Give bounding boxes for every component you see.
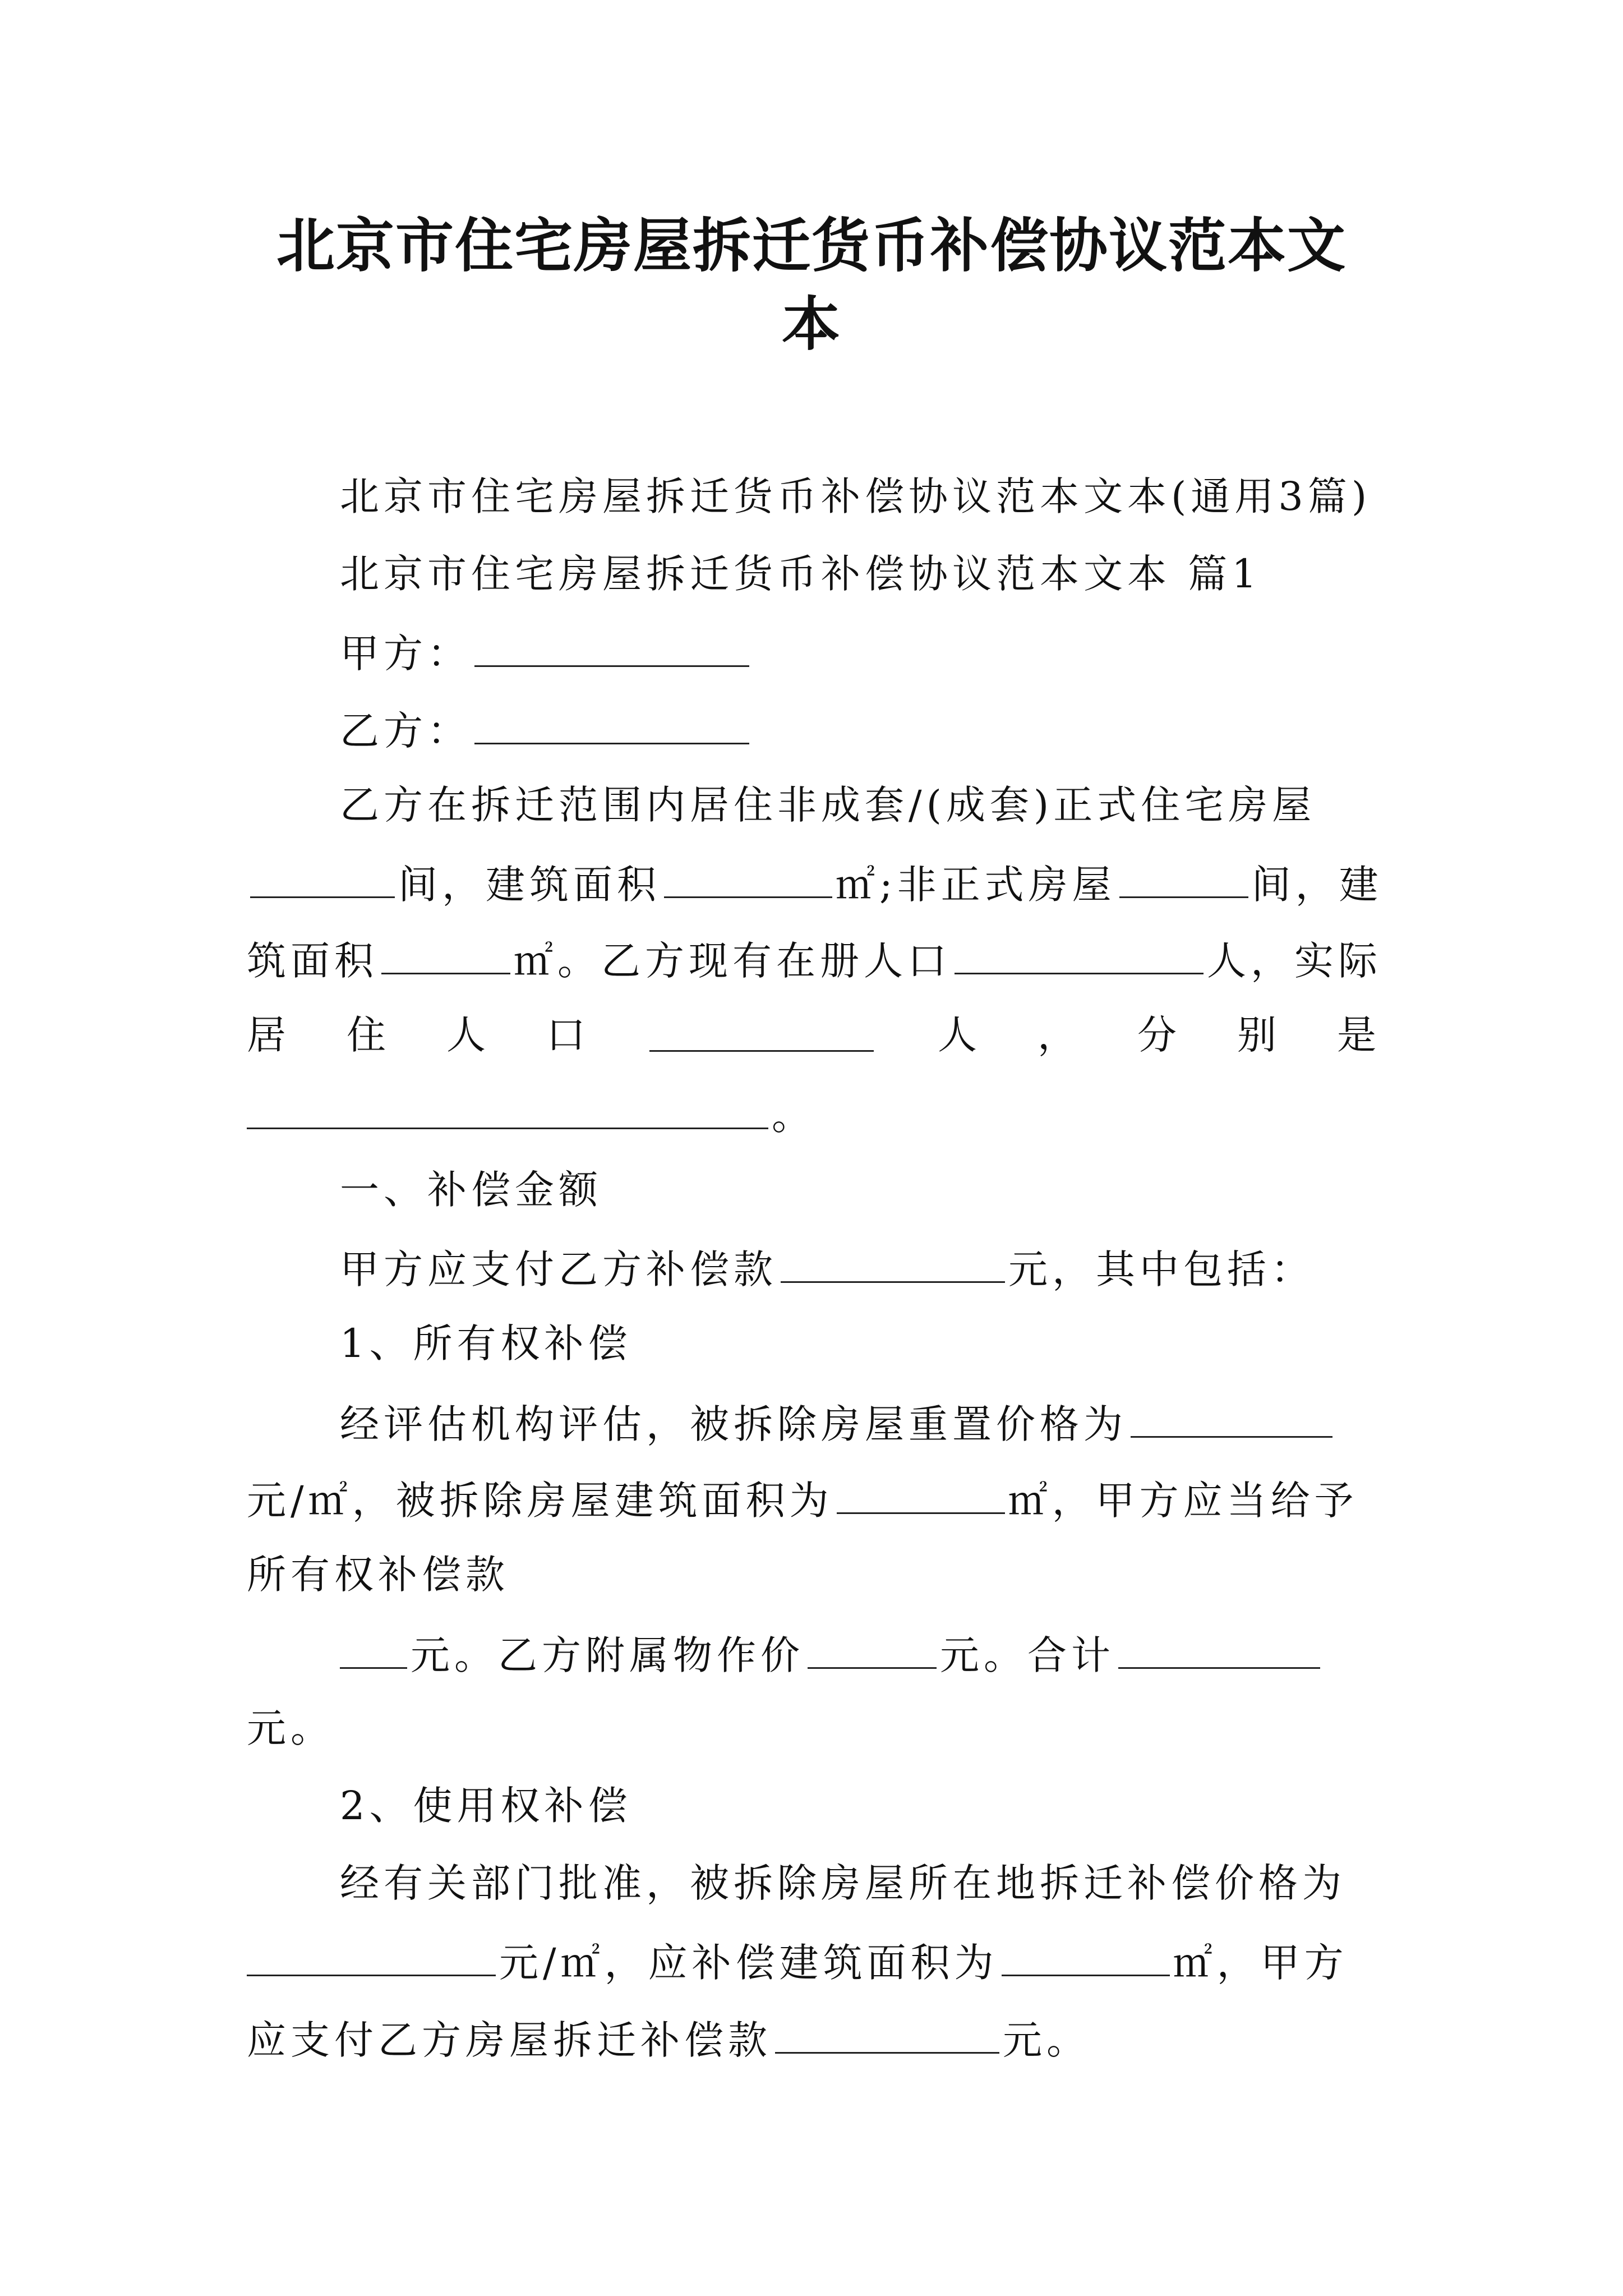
- party-b-line: [340, 708, 1376, 754]
- blank: [247, 1093, 768, 1129]
- paragraph-line: [247, 1093, 1376, 1139]
- document-title-line-2: 本: [781, 290, 841, 358]
- subsection-heading: 1、所有权补偿: [340, 1320, 632, 1366]
- section-heading: 一、补偿金额: [340, 1167, 602, 1213]
- paragraph-line: [247, 938, 1382, 984]
- text: 居: [247, 1012, 286, 1058]
- text: 分: [1137, 1012, 1177, 1058]
- blank: [808, 1632, 937, 1669]
- blank: [247, 1940, 496, 1976]
- paragraph-line: [247, 2017, 1376, 2063]
- blank: [250, 862, 395, 898]
- blank: [649, 1015, 874, 1052]
- text: 人: [938, 1012, 977, 1058]
- blank: [1119, 862, 1248, 898]
- party-a-line: [340, 631, 1376, 677]
- text: 人: [446, 1012, 486, 1058]
- text: ㎡。乙方现有在册人口: [514, 938, 951, 984]
- subsection-heading: 2、使用权补偿: [340, 1783, 632, 1829]
- text: 元。合计: [940, 1632, 1115, 1678]
- blank: [664, 862, 832, 898]
- paragraph-line: [247, 1478, 1376, 1524]
- section-heading-part1: 北京市住宅房屋拆迁货币补偿协议范本文本 篇1: [340, 551, 1261, 597]
- paragraph-line: [340, 1246, 1376, 1292]
- text: 间，建: [1251, 862, 1383, 908]
- blank: [340, 1632, 407, 1669]
- paragraph-line: [247, 1940, 1376, 1986]
- party-a-label: 甲方：: [340, 631, 471, 677]
- text: 筑面积: [247, 938, 378, 984]
- paragraph-line: 经有关部门批准，被拆除房屋所在地拆迁补偿价格为: [340, 1860, 1346, 1906]
- text: 应支付乙方房屋拆迁补偿款: [247, 2017, 772, 2063]
- blank: [1131, 1401, 1332, 1438]
- paragraph-line: 所有权补偿款: [247, 1552, 509, 1598]
- blank: [775, 2017, 999, 2054]
- text: 是: [1337, 1012, 1376, 1058]
- text: 元/㎡，应补偿建筑面积为: [499, 1940, 998, 1986]
- text: ㎡;非正式房屋: [836, 862, 1116, 908]
- text: 经评估机构评估，被拆除房屋重置价格为: [340, 1401, 1127, 1447]
- party-b-blank: [474, 708, 749, 744]
- blank: [955, 938, 1204, 974]
- text: 元。乙方附属物作价: [411, 1632, 804, 1678]
- blank: [381, 938, 510, 974]
- paragraph-line: [340, 1401, 1376, 1447]
- text: 甲方应支付乙方补偿款: [340, 1246, 777, 1292]
- paragraph-line-justified: [247, 1012, 1376, 1058]
- paragraph-line: 乙方在拆迁范围内居住非成套/(成套)正式住宅房屋: [340, 782, 1316, 828]
- text: 元。: [1003, 2017, 1090, 2063]
- text: 元，其中包括：: [1008, 1246, 1315, 1292]
- party-a-blank: [474, 631, 749, 667]
- text: 口: [546, 1012, 585, 1058]
- paragraph-line: [247, 862, 1383, 908]
- text: ，: [1038, 1012, 1077, 1058]
- blank: [781, 1246, 1005, 1283]
- text: 间，建筑面积: [398, 862, 661, 908]
- text: 。: [772, 1093, 815, 1139]
- text: ㎡，甲方应当给予: [1008, 1478, 1358, 1524]
- text: 别: [1237, 1012, 1276, 1058]
- text: 人，实际: [1207, 938, 1382, 984]
- paragraph-line: [340, 1632, 1376, 1678]
- blank: [1002, 1940, 1170, 1976]
- collection-title: 北京市住宅房屋拆迁货币补偿协议范本文本(通用3篇): [340, 473, 1372, 519]
- document-title-line-1: 北京市住宅房屋拆迁货币补偿协议范本文: [276, 211, 1347, 280]
- text: ㎡，甲方: [1173, 1940, 1348, 1986]
- paragraph-line: 元。: [247, 1705, 334, 1751]
- blank: [837, 1478, 1005, 1514]
- text: 住: [347, 1012, 386, 1058]
- blank: [1118, 1632, 1320, 1669]
- text: 元/㎡，被拆除房屋建筑面积为: [247, 1478, 833, 1524]
- party-b-label: 乙方：: [340, 708, 471, 754]
